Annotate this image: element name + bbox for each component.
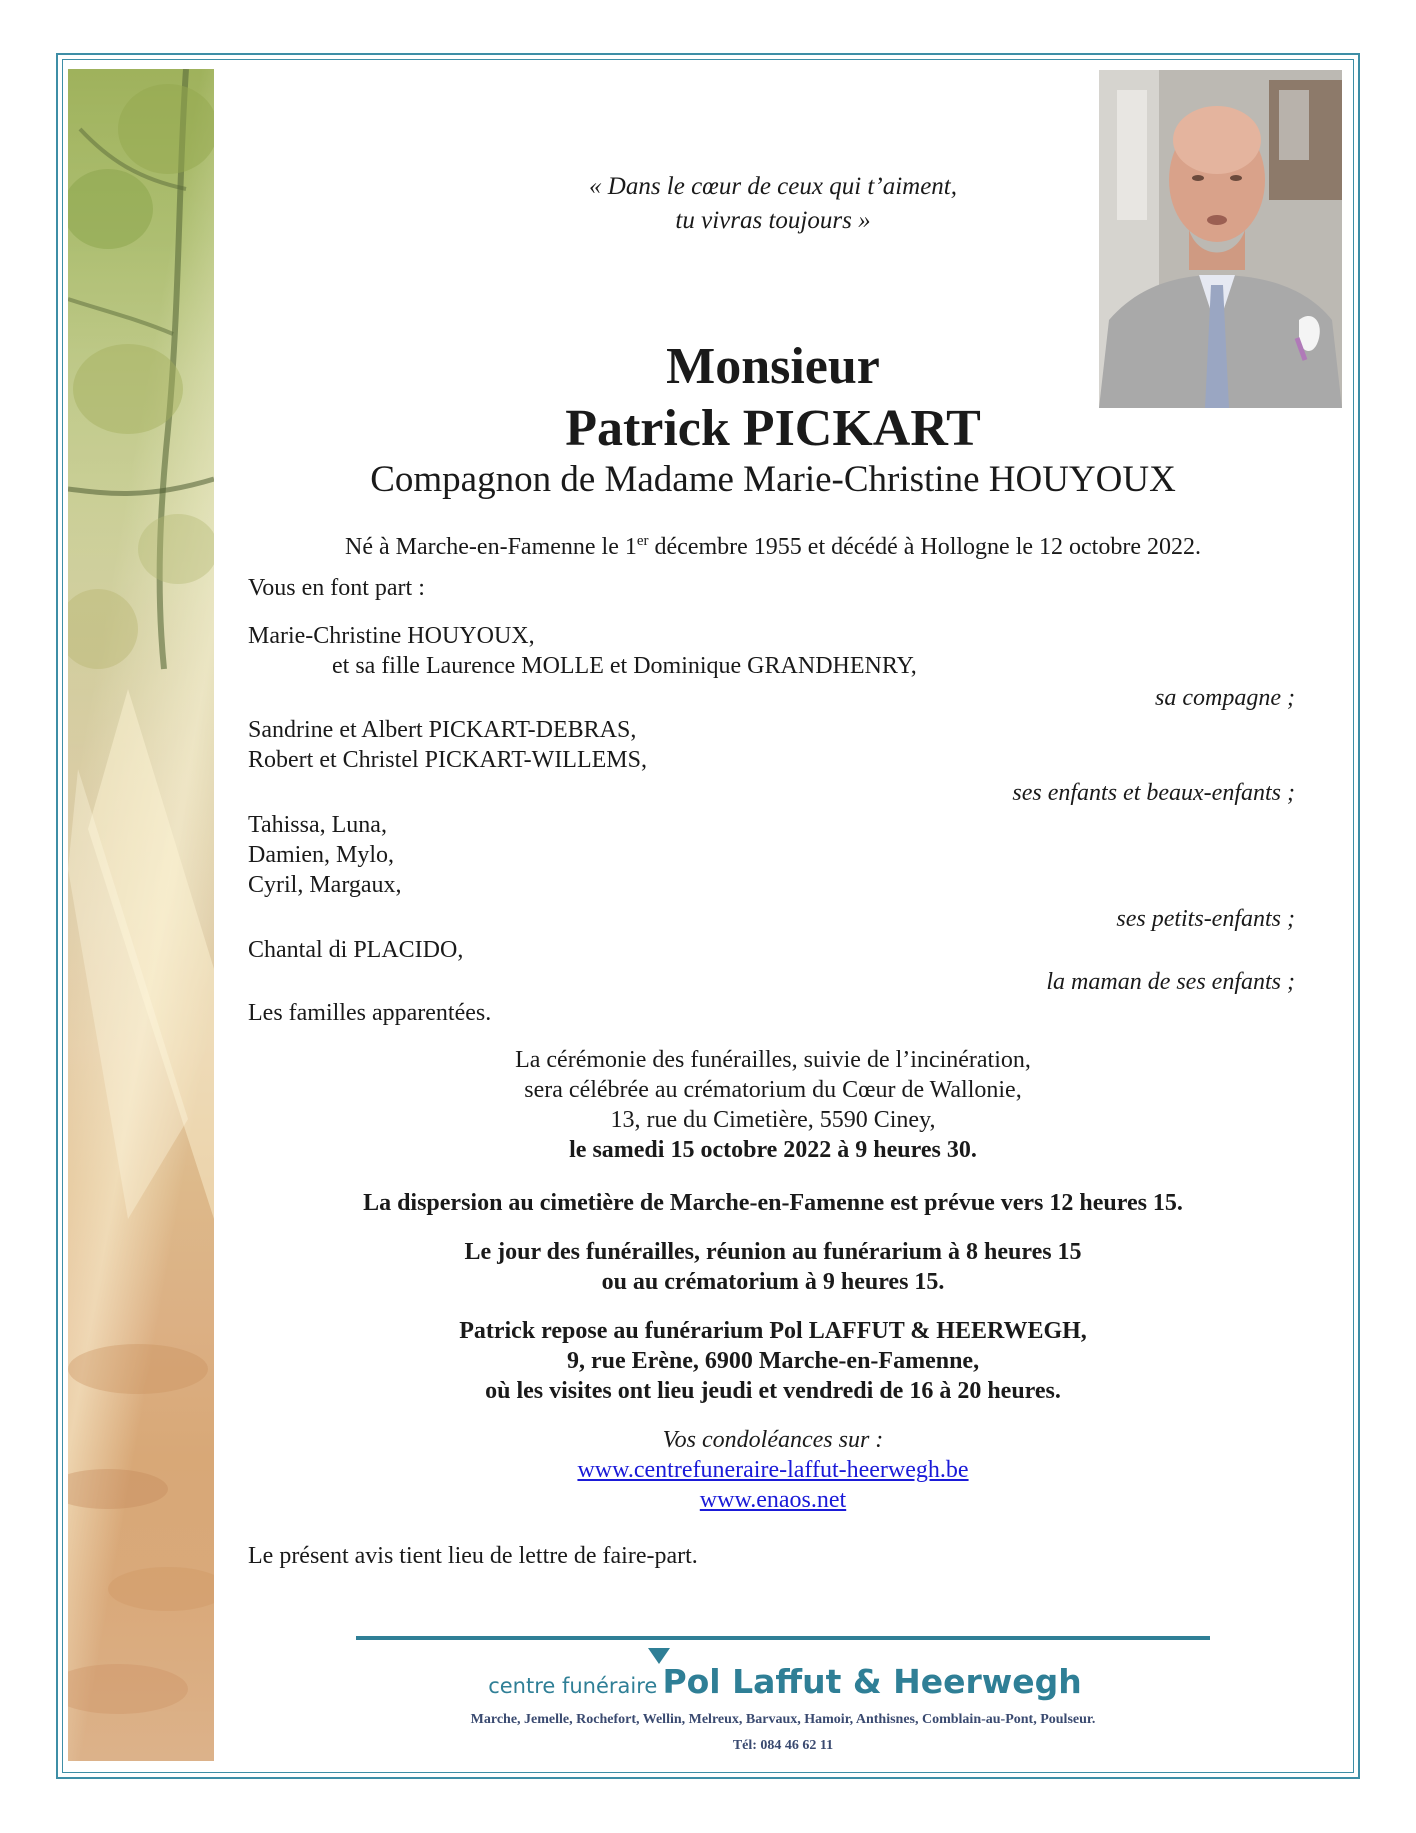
birth-death-line bbox=[248, 526, 1298, 562]
condolences-link-enaos[interactable]: www.enaos.net bbox=[699, 1487, 847, 1513]
rests-line-3: où les visites ont lieu jeudi et vendredi de 16 à 20 heures. bbox=[485, 1378, 1061, 1404]
closing-line: Le présent avis tient lieu de lettre de faire-part. bbox=[248, 1543, 698, 1569]
death-text: décembre 1955 et décédé à Hollogne le 12 octobre 2022. bbox=[648, 534, 1201, 560]
birth-sup: er bbox=[636, 533, 649, 549]
forest-path-image bbox=[68, 69, 214, 1761]
ceremony-line-1: La cérémonie des funérailles, suivie de l’incinération, bbox=[515, 1047, 1031, 1073]
honorific: Monsieur bbox=[666, 338, 880, 395]
footer-cities: Marche, Jemelle, Rochefort, Wellin, Melreux, Barvaux, Hamoir, Anthisnes, Comblain-au-Pont, Poulseur. bbox=[470, 1712, 1096, 1727]
relation-companion: sa compagne ; bbox=[1155, 685, 1295, 711]
dispersion-line: La dispersion au cimetière de Marche-en-Famenne est prévue vers 12 heures 15. bbox=[363, 1190, 1183, 1216]
family-children-1: Sandrine et Albert PICKART-DEBRAS, bbox=[248, 717, 637, 743]
epitaph-quote bbox=[248, 170, 1298, 238]
meeting-line-2: ou au crématorium à 9 heures 15. bbox=[601, 1269, 945, 1295]
footer-phone: Tél: 084 46 62 11 bbox=[732, 1738, 834, 1753]
rests-block bbox=[248, 1316, 1298, 1406]
ceremony-block bbox=[248, 1045, 1298, 1165]
family-grand-3: Cyril, Margaux, bbox=[248, 872, 402, 898]
family-companion-2: et sa fille Laurence MOLLE et Dominique GRANDHENRY, bbox=[332, 653, 917, 679]
ceremony-date: le samedi 15 octobre 2022 à 9 heures 30. bbox=[569, 1137, 977, 1163]
ceremony-line-3: 13, rue du Cimetière, 5590 Ciney, bbox=[610, 1107, 936, 1133]
family-grand-2: Damien, Mylo, bbox=[248, 842, 394, 868]
condolences-label: Vos condoléances sur : bbox=[662, 1427, 884, 1453]
rests-line-1: Patrick repose au funérarium Pol LAFFUT & HEERWEGH, bbox=[459, 1318, 1087, 1344]
family-children-2: Robert et Christel PICKART-WILLEMS, bbox=[248, 747, 647, 773]
rests-line-2: 9, rue Erène, 6900 Marche-en-Famenne, bbox=[566, 1348, 980, 1374]
relation-children: ses enfants et beaux-enfants ; bbox=[1012, 780, 1295, 806]
footer-divider bbox=[356, 1636, 1210, 1640]
meeting-line-1: Le jour des funérailles, réunion au funérarium à 8 heures 15 bbox=[464, 1239, 1082, 1265]
logo-brand: Pol Laffut & Heerwegh bbox=[662, 1662, 1082, 1701]
relation-grandchildren: ses petits-enfants ; bbox=[1116, 906, 1295, 932]
logo-prefix: centre funéraire bbox=[488, 1674, 658, 1698]
funeral-home-logo bbox=[360, 1662, 1210, 1701]
meeting-block bbox=[248, 1237, 1298, 1297]
relation-mother: la maman de ses enfants ; bbox=[1046, 969, 1295, 995]
family-mother: Chantal di PLACIDO, bbox=[248, 937, 464, 963]
condolences-block bbox=[248, 1425, 1298, 1515]
quote-line-1: « Dans le cœur de ceux qui t’aiment, bbox=[589, 173, 957, 200]
announce-line: Vous en font part : bbox=[248, 575, 425, 601]
condolences-link-laffut[interactable]: www.centrefuneraire-laffut-heerwegh.be bbox=[577, 1457, 969, 1483]
ceremony-line-2: sera célébrée au crématorium du Cœur de Wallonie, bbox=[524, 1077, 1022, 1103]
family-grand-1: Tahissa, Luna, bbox=[248, 812, 387, 838]
deceased-name: Patrick PICKART bbox=[565, 400, 981, 457]
quote-line-2: tu vivras toujours » bbox=[675, 207, 871, 234]
relation-line: Compagnon de Madame Marie-Christine HOUYOUX bbox=[370, 459, 1176, 500]
family-companion-1: Marie-Christine HOUYOUX, bbox=[248, 623, 535, 649]
deceased-name-block bbox=[248, 336, 1298, 460]
family-others: Les familles apparentées. bbox=[248, 1000, 492, 1026]
birth-text: Né à Marche-en-Famenne le 1 bbox=[345, 534, 637, 560]
